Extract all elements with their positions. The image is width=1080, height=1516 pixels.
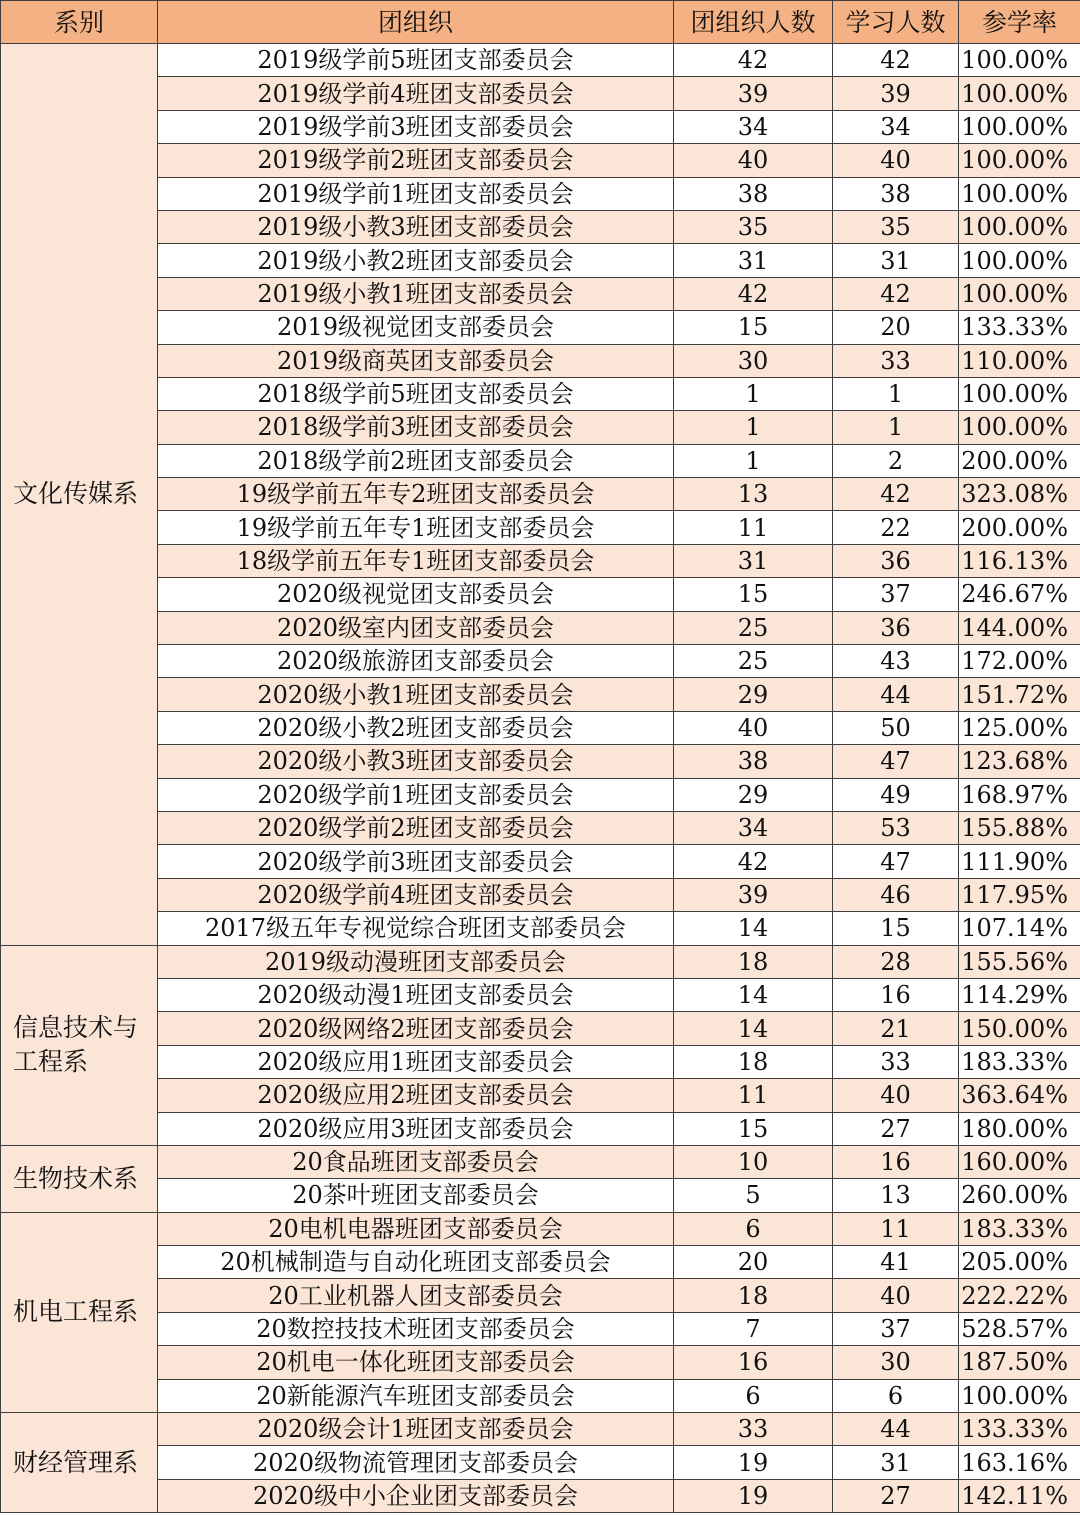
learners-cell: 41	[833, 1246, 959, 1279]
org-cell: 2019级小教1班团支部委员会	[158, 277, 674, 310]
header-org: 团组织	[158, 1, 674, 44]
table-row	[1, 1446, 1080, 1479]
dept-cell: 文化传媒系	[1, 44, 158, 946]
rate-cell: 200.00%	[959, 511, 1080, 544]
org-cell: 2020级应用3班团支部委员会	[158, 1112, 674, 1145]
org-cell: 2019级学前5班团支部委员会	[158, 44, 674, 77]
learners-cell: 1	[833, 411, 959, 444]
rate-cell: 183.33%	[959, 1045, 1080, 1078]
rate-cell: 100.00%	[959, 77, 1080, 110]
org-cell: 2020级旅游团支部委员会	[158, 645, 674, 678]
rate-cell: 172.00%	[959, 645, 1080, 678]
table-row	[1, 711, 1080, 744]
table-row	[1, 444, 1080, 477]
table-row	[1, 77, 1080, 110]
table-row	[1, 478, 1080, 511]
rate-cell: 110.00%	[959, 344, 1080, 377]
table-body	[1, 44, 1080, 1513]
count-cell: 15	[674, 311, 833, 344]
org-cell: 2020级应用1班团支部委员会	[158, 1045, 674, 1078]
table-row	[1, 1145, 1080, 1178]
rate-cell: 123.68%	[959, 745, 1080, 778]
org-cell: 2019级学前1班团支部委员会	[158, 177, 674, 210]
header-row	[1, 1, 1080, 44]
learners-cell: 38	[833, 177, 959, 210]
learners-cell: 28	[833, 945, 959, 978]
learners-cell: 34	[833, 110, 959, 143]
learners-cell: 6	[833, 1379, 959, 1412]
org-cell: 2018级学前2班团支部委员会	[158, 444, 674, 477]
learners-cell: 33	[833, 344, 959, 377]
table-row	[1, 1479, 1080, 1512]
rate-cell: 100.00%	[959, 244, 1080, 277]
org-cell: 2020级网络2班团支部委员会	[158, 1012, 674, 1045]
org-cell: 2020级视觉团支部委员会	[158, 578, 674, 611]
header-learners: 学习人数	[833, 1, 959, 44]
learners-cell: 40	[833, 144, 959, 177]
org-cell: 18级学前五年专1班团支部委员会	[158, 544, 674, 577]
learners-cell: 46	[833, 878, 959, 911]
count-cell: 19	[674, 1479, 833, 1512]
org-cell: 2020级会计1班团支部委员会	[158, 1413, 674, 1446]
org-cell: 19级学前五年专1班团支部委员会	[158, 511, 674, 544]
table-row	[1, 1212, 1080, 1245]
count-cell: 29	[674, 778, 833, 811]
learners-cell: 42	[833, 277, 959, 310]
learners-cell: 36	[833, 611, 959, 644]
header-dept: 系别	[1, 1, 158, 44]
rate-cell: 100.00%	[959, 110, 1080, 143]
org-cell: 2019级学前3班团支部委员会	[158, 110, 674, 143]
count-cell: 38	[674, 745, 833, 778]
org-cell: 2019级学前4班团支部委员会	[158, 77, 674, 110]
table-row	[1, 377, 1080, 410]
table-row	[1, 1346, 1080, 1379]
org-cell: 20食品班团支部委员会	[158, 1145, 674, 1178]
count-cell: 40	[674, 711, 833, 744]
count-cell: 31	[674, 244, 833, 277]
rate-cell: 205.00%	[959, 1246, 1080, 1279]
rate-cell: 168.97%	[959, 778, 1080, 811]
org-cell: 2017级五年专视觉综合班团支部委员会	[158, 912, 674, 945]
table-row	[1, 912, 1080, 945]
table-row	[1, 1012, 1080, 1045]
learners-cell: 36	[833, 544, 959, 577]
learners-cell: 31	[833, 244, 959, 277]
dept-cell: 信息技术与工程系	[1, 945, 158, 1145]
rate-cell: 222.22%	[959, 1279, 1080, 1312]
table-row	[1, 1079, 1080, 1112]
learners-cell: 31	[833, 1446, 959, 1479]
learners-cell: 47	[833, 745, 959, 778]
table-row	[1, 177, 1080, 210]
count-cell: 42	[674, 845, 833, 878]
table-row	[1, 411, 1080, 444]
count-cell: 1	[674, 444, 833, 477]
learners-cell: 20	[833, 311, 959, 344]
org-cell: 2019级学前2班团支部委员会	[158, 144, 674, 177]
table-row	[1, 110, 1080, 143]
table-row	[1, 778, 1080, 811]
rate-cell: 100.00%	[959, 277, 1080, 310]
org-cell: 2019级小教2班团支部委员会	[158, 244, 674, 277]
table-row	[1, 311, 1080, 344]
table-row	[1, 811, 1080, 844]
learners-cell: 44	[833, 1413, 959, 1446]
table-row	[1, 1112, 1080, 1145]
learners-cell: 49	[833, 778, 959, 811]
header-rate: 参学率	[959, 1, 1080, 44]
count-cell: 16	[674, 1346, 833, 1379]
count-cell: 15	[674, 578, 833, 611]
table-row	[1, 1045, 1080, 1078]
learners-cell: 42	[833, 44, 959, 77]
count-cell: 18	[674, 945, 833, 978]
table-row	[1, 544, 1080, 577]
table-row	[1, 244, 1080, 277]
rate-cell: 100.00%	[959, 44, 1080, 77]
org-cell: 2018级学前5班团支部委员会	[158, 377, 674, 410]
rate-cell: 163.16%	[959, 1446, 1080, 1479]
org-cell: 2020级中小企业团支部委员会	[158, 1479, 674, 1512]
rate-cell: 100.00%	[959, 411, 1080, 444]
count-cell: 14	[674, 912, 833, 945]
org-cell: 2019级商英团支部委员会	[158, 344, 674, 377]
count-cell: 13	[674, 478, 833, 511]
rate-cell: 111.90%	[959, 845, 1080, 878]
learners-cell: 2	[833, 444, 959, 477]
learners-cell: 42	[833, 478, 959, 511]
org-cell: 2020级学前1班团支部委员会	[158, 778, 674, 811]
org-cell: 2020级室内团支部委员会	[158, 611, 674, 644]
table-row	[1, 578, 1080, 611]
count-cell: 39	[674, 878, 833, 911]
learners-cell: 43	[833, 645, 959, 678]
table-row	[1, 210, 1080, 243]
org-cell: 2019级小教3班团支部委员会	[158, 210, 674, 243]
learners-cell: 39	[833, 77, 959, 110]
learners-cell: 53	[833, 811, 959, 844]
count-cell: 7	[674, 1312, 833, 1345]
learners-cell: 27	[833, 1479, 959, 1512]
org-cell: 2020级应用2班团支部委员会	[158, 1079, 674, 1112]
rate-cell: 528.57%	[959, 1312, 1080, 1345]
rate-cell: 142.11%	[959, 1479, 1080, 1512]
learners-cell: 15	[833, 912, 959, 945]
learners-cell: 44	[833, 678, 959, 711]
org-cell: 2020级学前3班团支部委员会	[158, 845, 674, 878]
learners-cell: 1	[833, 377, 959, 410]
table-row	[1, 1179, 1080, 1212]
count-cell: 18	[674, 1045, 833, 1078]
org-cell: 20数控技技术班团支部委员会	[158, 1312, 674, 1345]
rate-cell: 183.33%	[959, 1212, 1080, 1245]
org-cell: 20机电一体化班团支部委员会	[158, 1346, 674, 1379]
count-cell: 1	[674, 377, 833, 410]
rate-cell: 100.00%	[959, 144, 1080, 177]
org-cell: 20机械制造与自动化班团支部委员会	[158, 1246, 674, 1279]
rate-cell: 150.00%	[959, 1012, 1080, 1045]
rate-cell: 133.33%	[959, 1413, 1080, 1446]
learners-cell: 37	[833, 578, 959, 611]
dept-cell: 生物技术系	[1, 1145, 158, 1212]
count-cell: 25	[674, 611, 833, 644]
count-cell: 38	[674, 177, 833, 210]
dept-cell: 财经管理系	[1, 1413, 158, 1513]
count-cell: 29	[674, 678, 833, 711]
count-cell: 14	[674, 1012, 833, 1045]
count-cell: 30	[674, 344, 833, 377]
org-cell: 2020级小教2班团支部委员会	[158, 711, 674, 744]
learners-cell: 22	[833, 511, 959, 544]
rate-cell: 363.64%	[959, 1079, 1080, 1112]
count-cell: 1	[674, 411, 833, 444]
count-cell: 34	[674, 811, 833, 844]
count-cell: 25	[674, 645, 833, 678]
count-cell: 10	[674, 1145, 833, 1178]
learners-cell: 16	[833, 978, 959, 1011]
rate-cell: 100.00%	[959, 210, 1080, 243]
table-row	[1, 878, 1080, 911]
rate-cell: 125.00%	[959, 711, 1080, 744]
count-cell: 39	[674, 77, 833, 110]
count-cell: 42	[674, 44, 833, 77]
rate-cell: 155.88%	[959, 811, 1080, 844]
table-row	[1, 978, 1080, 1011]
learners-cell: 40	[833, 1079, 959, 1112]
org-cell: 20新能源汽车班团支部委员会	[158, 1379, 674, 1412]
count-cell: 42	[674, 277, 833, 310]
rate-cell: 100.00%	[959, 377, 1080, 410]
count-cell: 11	[674, 1079, 833, 1112]
learners-cell: 35	[833, 210, 959, 243]
org-cell: 19级学前五年专2班团支部委员会	[158, 478, 674, 511]
count-cell: 18	[674, 1279, 833, 1312]
rate-cell: 100.00%	[959, 177, 1080, 210]
count-cell: 33	[674, 1413, 833, 1446]
learners-cell: 13	[833, 1179, 959, 1212]
org-cell: 20茶叶班团支部委员会	[158, 1179, 674, 1212]
count-cell: 40	[674, 144, 833, 177]
rate-cell: 187.50%	[959, 1346, 1080, 1379]
org-cell: 2019级动漫班团支部委员会	[158, 945, 674, 978]
learners-cell: 11	[833, 1212, 959, 1245]
table-row	[1, 645, 1080, 678]
org-cell: 2019级视觉团支部委员会	[158, 311, 674, 344]
org-cell: 2020级学前4班团支部委员会	[158, 878, 674, 911]
table-row	[1, 1379, 1080, 1412]
learners-cell: 21	[833, 1012, 959, 1045]
table-row	[1, 1279, 1080, 1312]
learners-cell: 30	[833, 1346, 959, 1379]
table-row	[1, 277, 1080, 310]
count-cell: 5	[674, 1179, 833, 1212]
table-row	[1, 678, 1080, 711]
rate-cell: 133.33%	[959, 311, 1080, 344]
table-row	[1, 1246, 1080, 1279]
count-cell: 11	[674, 511, 833, 544]
rate-cell: 117.95%	[959, 878, 1080, 911]
org-cell: 20电机电器班团支部委员会	[158, 1212, 674, 1245]
count-cell: 6	[674, 1379, 833, 1412]
table-row	[1, 945, 1080, 978]
table-row	[1, 1312, 1080, 1345]
learners-cell: 33	[833, 1045, 959, 1078]
count-cell: 6	[674, 1212, 833, 1245]
header-count: 团组织人数	[674, 1, 833, 44]
org-cell: 2020级小教3班团支部委员会	[158, 745, 674, 778]
learners-cell: 47	[833, 845, 959, 878]
learners-cell: 37	[833, 1312, 959, 1345]
count-cell: 19	[674, 1446, 833, 1479]
org-cell: 2020级动漫1班团支部委员会	[158, 978, 674, 1011]
table-row	[1, 511, 1080, 544]
count-cell: 35	[674, 210, 833, 243]
rate-cell: 114.29%	[959, 978, 1080, 1011]
table-row	[1, 1413, 1080, 1446]
learners-cell: 27	[833, 1112, 959, 1145]
rate-cell: 260.00%	[959, 1179, 1080, 1212]
count-cell: 15	[674, 1112, 833, 1145]
table-row	[1, 44, 1080, 77]
rate-cell: 160.00%	[959, 1145, 1080, 1178]
count-cell: 34	[674, 110, 833, 143]
rate-cell: 107.14%	[959, 912, 1080, 945]
rate-cell: 180.00%	[959, 1112, 1080, 1145]
org-cell: 20工业机器人团支部委员会	[158, 1279, 674, 1312]
table-row	[1, 144, 1080, 177]
org-cell: 2020级物流管理团支部委员会	[158, 1446, 674, 1479]
dept-cell: 机电工程系	[1, 1212, 158, 1412]
rate-cell: 155.56%	[959, 945, 1080, 978]
table-row	[1, 344, 1080, 377]
rate-cell: 144.00%	[959, 611, 1080, 644]
table-row	[1, 611, 1080, 644]
count-cell: 20	[674, 1246, 833, 1279]
rate-cell: 246.67%	[959, 578, 1080, 611]
org-cell: 2020级学前2班团支部委员会	[158, 811, 674, 844]
table-row	[1, 745, 1080, 778]
org-cell: 2020级小教1班团支部委员会	[158, 678, 674, 711]
rate-cell: 116.13%	[959, 544, 1080, 577]
org-cell: 2018级学前3班团支部委员会	[158, 411, 674, 444]
rate-cell: 200.00%	[959, 444, 1080, 477]
count-cell: 14	[674, 978, 833, 1011]
count-cell: 31	[674, 544, 833, 577]
table-header	[1, 1, 1080, 44]
rate-cell: 100.00%	[959, 1379, 1080, 1412]
rate-cell: 323.08%	[959, 478, 1080, 511]
learners-cell: 16	[833, 1145, 959, 1178]
rate-cell: 151.72%	[959, 678, 1080, 711]
table-row	[1, 845, 1080, 878]
learners-cell: 40	[833, 1279, 959, 1312]
learners-cell: 50	[833, 711, 959, 744]
